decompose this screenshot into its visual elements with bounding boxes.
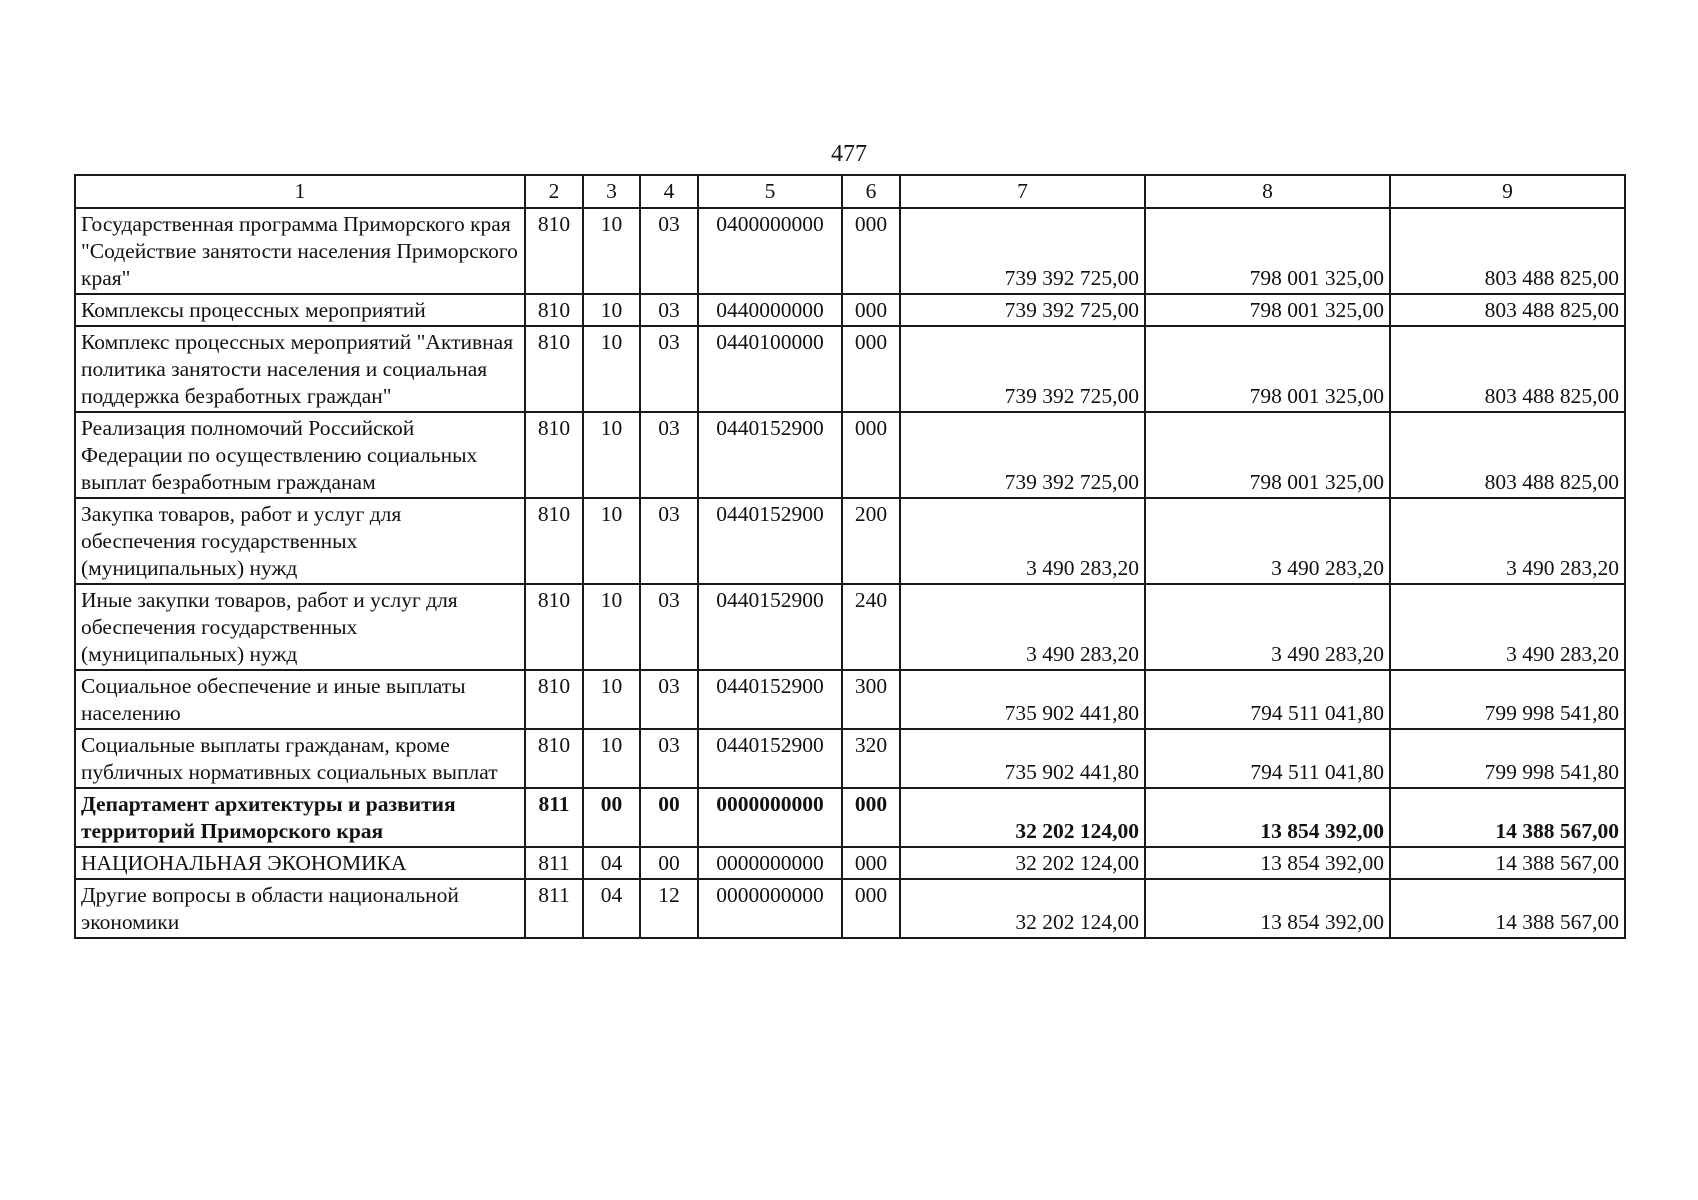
section-cell: 10 <box>583 326 640 412</box>
table-row <box>75 294 1625 326</box>
section-cell: 10 <box>583 498 640 584</box>
code-cell: 810 <box>525 294 583 326</box>
subsection-cell: 03 <box>640 412 698 498</box>
expense-type-cell: 000 <box>842 294 900 326</box>
subsection-cell: 03 <box>640 498 698 584</box>
expense-type-cell: 000 <box>842 847 900 879</box>
amount-cell: 794 511 041,80 <box>1145 670 1390 729</box>
amount-cell: 739 392 725,00 <box>900 326 1145 412</box>
page-number: 477 <box>831 141 867 167</box>
table-row <box>75 729 1625 788</box>
amount-cell: 798 001 325,00 <box>1145 326 1390 412</box>
section-cell: 00 <box>583 788 640 847</box>
amount-cell: 739 392 725,00 <box>900 412 1145 498</box>
amount-cell: 739 392 725,00 <box>900 294 1145 326</box>
expense-type-cell: 000 <box>842 412 900 498</box>
table-body <box>75 208 1625 938</box>
target-item-cell: 0440000000 <box>698 294 842 326</box>
amount-cell: 14 388 567,00 <box>1390 879 1625 938</box>
row-name-cell: Социальное обеспечение и иные выплаты населению <box>75 670 525 729</box>
amount-cell: 794 511 041,80 <box>1145 729 1390 788</box>
section-cell: 10 <box>583 729 640 788</box>
code-cell: 810 <box>525 326 583 412</box>
section-cell: 10 <box>583 670 640 729</box>
amount-cell: 32 202 124,00 <box>900 879 1145 938</box>
subsection-cell: 03 <box>640 670 698 729</box>
subsection-cell: 00 <box>640 847 698 879</box>
subsection-cell: 03 <box>640 326 698 412</box>
row-name-cell: Комплекс процессных мероприятий "Активная политика занятости населения и социальная поддержка безработных граждан" <box>75 326 525 412</box>
table-header <box>75 175 1625 208</box>
row-name-cell: Реализация полномочий Российской Федерации по осуществлению социальных выплат безработным гражданам <box>75 412 525 498</box>
code-cell: 810 <box>525 584 583 670</box>
code-cell: 810 <box>525 729 583 788</box>
amount-cell: 13 854 392,00 <box>1145 788 1390 847</box>
subsection-cell: 03 <box>640 208 698 294</box>
row-name-cell: Комплексы процессных мероприятий <box>75 294 525 326</box>
amount-cell: 3 490 283,20 <box>900 584 1145 670</box>
expense-type-cell: 320 <box>842 729 900 788</box>
target-item-cell: 0440152900 <box>698 670 842 729</box>
section-cell: 10 <box>583 584 640 670</box>
amount-cell: 13 854 392,00 <box>1145 847 1390 879</box>
row-name-cell: Социальные выплаты гражданам, кроме публичных нормативных социальных выплат <box>75 729 525 788</box>
section-cell: 10 <box>583 412 640 498</box>
amount-cell: 798 001 325,00 <box>1145 294 1390 326</box>
row-name-cell: Иные закупки товаров, работ и услуг для обеспечения государственных (муниципальных) нужд <box>75 584 525 670</box>
expense-type-cell: 000 <box>842 326 900 412</box>
section-cell: 10 <box>583 208 640 294</box>
subsection-cell: 03 <box>640 729 698 788</box>
amount-cell: 3 490 283,20 <box>900 498 1145 584</box>
subsection-cell: 12 <box>640 879 698 938</box>
amount-cell: 3 490 283,20 <box>1145 584 1390 670</box>
code-cell: 811 <box>525 788 583 847</box>
amount-cell: 735 902 441,80 <box>900 670 1145 729</box>
row-name-cell: Государственная программа Приморского края "Содействие занятости населения Приморского края" <box>75 208 525 294</box>
amount-cell: 3 490 283,20 <box>1145 498 1390 584</box>
table-row <box>75 326 1625 412</box>
target-item-cell: 0440152900 <box>698 729 842 788</box>
target-item-cell: 0440152900 <box>698 412 842 498</box>
column-header: 2 <box>525 175 583 208</box>
target-item-cell: 0000000000 <box>698 879 842 938</box>
code-cell: 810 <box>525 670 583 729</box>
expense-type-cell: 000 <box>842 208 900 294</box>
expense-type-cell: 300 <box>842 670 900 729</box>
code-cell: 810 <box>525 412 583 498</box>
amount-cell: 735 902 441,80 <box>900 729 1145 788</box>
table-row <box>75 498 1625 584</box>
amount-cell: 799 998 541,80 <box>1390 670 1625 729</box>
subsection-cell: 00 <box>640 788 698 847</box>
row-name-cell: Другие вопросы в области национальной экономики <box>75 879 525 938</box>
amount-cell: 32 202 124,00 <box>900 847 1145 879</box>
column-header: 5 <box>698 175 842 208</box>
amount-cell: 32 202 124,00 <box>900 788 1145 847</box>
target-item-cell: 0440152900 <box>698 498 842 584</box>
column-header: 7 <box>900 175 1145 208</box>
section-cell: 04 <box>583 879 640 938</box>
expense-type-cell: 000 <box>842 879 900 938</box>
table-row <box>75 879 1625 938</box>
table-row <box>75 788 1625 847</box>
row-name-cell: Департамент архитектуры и развития территорий Приморского края <box>75 788 525 847</box>
amount-cell: 798 001 325,00 <box>1145 412 1390 498</box>
amount-cell: 14 388 567,00 <box>1390 847 1625 879</box>
section-cell: 10 <box>583 294 640 326</box>
amount-cell: 803 488 825,00 <box>1390 412 1625 498</box>
amount-cell: 803 488 825,00 <box>1390 326 1625 412</box>
amount-cell: 798 001 325,00 <box>1145 208 1390 294</box>
target-item-cell: 0440152900 <box>698 584 842 670</box>
subsection-cell: 03 <box>640 584 698 670</box>
table-row <box>75 584 1625 670</box>
code-cell: 811 <box>525 847 583 879</box>
expense-type-cell: 240 <box>842 584 900 670</box>
expense-type-cell: 000 <box>842 788 900 847</box>
target-item-cell: 0400000000 <box>698 208 842 294</box>
section-cell: 04 <box>583 847 640 879</box>
amount-cell: 799 998 541,80 <box>1390 729 1625 788</box>
subsection-cell: 03 <box>640 294 698 326</box>
column-header: 1 <box>75 175 525 208</box>
amount-cell: 739 392 725,00 <box>900 208 1145 294</box>
amount-cell: 3 490 283,20 <box>1390 498 1625 584</box>
column-header: 6 <box>842 175 900 208</box>
column-header: 4 <box>640 175 698 208</box>
table-row <box>75 670 1625 729</box>
table-row <box>75 847 1625 879</box>
amount-cell: 3 490 283,20 <box>1390 584 1625 670</box>
row-name-cell: Закупка товаров, работ и услуг для обеспечения государственных (муниципальных) нужд <box>75 498 525 584</box>
target-item-cell: 0000000000 <box>698 788 842 847</box>
row-name-cell: НАЦИОНАЛЬНАЯ ЭКОНОМИКА <box>75 847 525 879</box>
amount-cell: 803 488 825,00 <box>1390 208 1625 294</box>
target-item-cell: 0440100000 <box>698 326 842 412</box>
expense-type-cell: 200 <box>842 498 900 584</box>
amount-cell: 14 388 567,00 <box>1390 788 1625 847</box>
column-header: 8 <box>1145 175 1390 208</box>
target-item-cell: 0000000000 <box>698 847 842 879</box>
column-header: 9 <box>1390 175 1625 208</box>
amount-cell: 803 488 825,00 <box>1390 294 1625 326</box>
amount-cell: 13 854 392,00 <box>1145 879 1390 938</box>
budget-table <box>74 174 1626 939</box>
code-cell: 811 <box>525 879 583 938</box>
code-cell: 810 <box>525 208 583 294</box>
code-cell: 810 <box>525 498 583 584</box>
header-row <box>75 175 1625 208</box>
table-row <box>75 412 1625 498</box>
column-header: 3 <box>583 175 640 208</box>
table-row <box>75 208 1625 294</box>
